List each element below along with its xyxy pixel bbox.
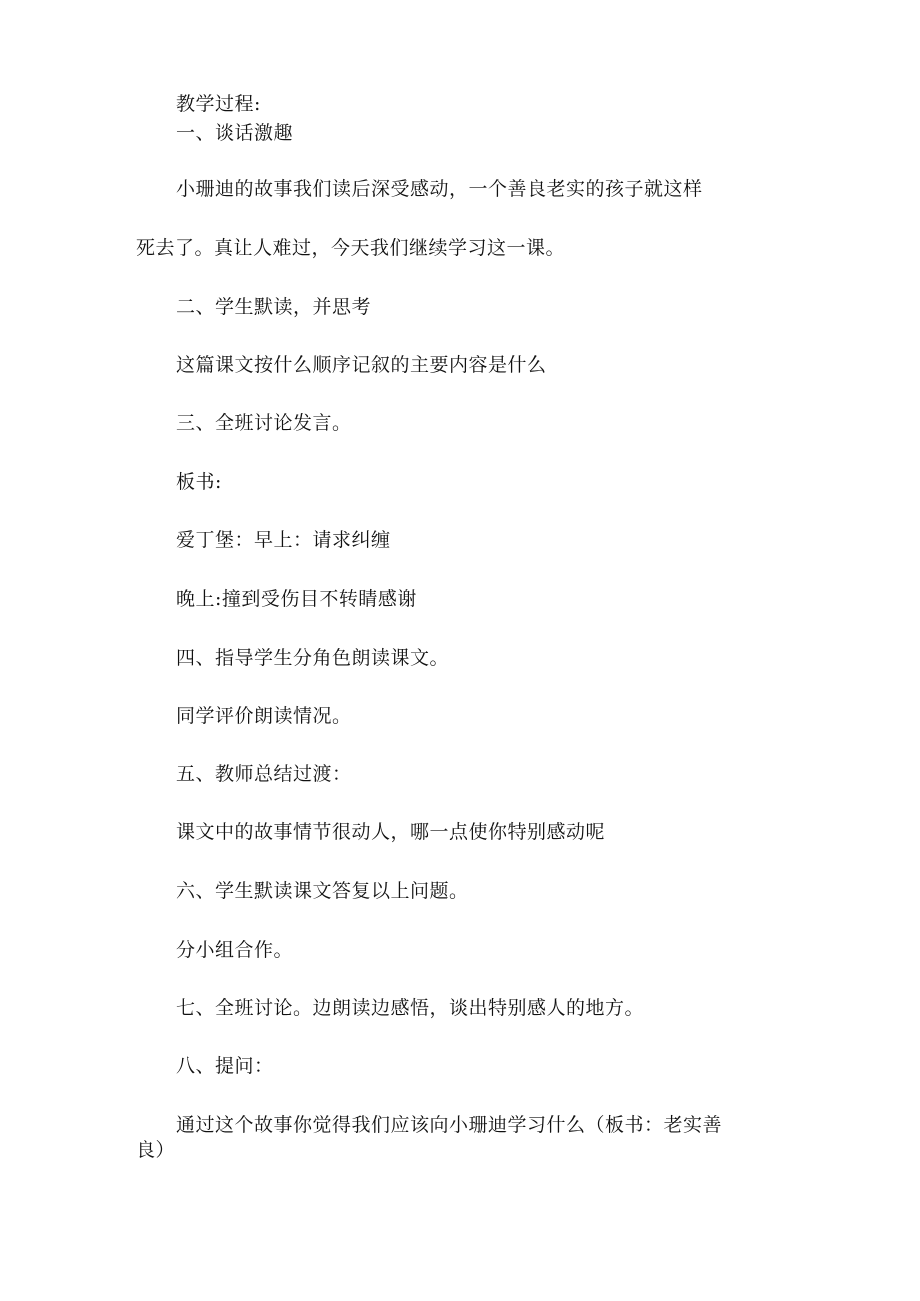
paragraph-line: 同学评价朗读情况。 (176, 705, 352, 727)
paragraph-line: 分小组合作。 (176, 939, 294, 961)
step-heading-2: 二、学生默读，并思考 (176, 296, 372, 318)
paragraph-line: 通过这个故事你觉得我们应该向小珊迪学习什么（板书：老实善 (176, 1114, 723, 1136)
paragraph-line: 小珊迪的故事我们读后深受感动，一个善良老实的孩子就这样 (176, 178, 703, 200)
step-heading-8: 八、提问： (176, 1055, 274, 1077)
paragraph-line-continued: 良） (136, 1139, 176, 1161)
blackboard-line: 爱丁堡：早上：请求纠缠 (176, 529, 391, 551)
step-heading-1: 一、谈话激趣 (176, 122, 294, 144)
blackboard-label: 板书: (176, 471, 222, 493)
step-heading-3: 三、全班讨论发言。 (176, 412, 352, 434)
section-heading-teaching-process: 教学过程: (176, 93, 261, 115)
paragraph-line: 课文中的故事情节很动人，哪一点使你特别感动呢 (176, 821, 606, 843)
step-heading-4: 四、指导学生分角色朗读课文。 (176, 647, 450, 669)
step-heading-5: 五、教师总结过渡： (176, 763, 352, 785)
blackboard-line: 晚上:撞到受伤目不转睛感谢 (176, 588, 417, 610)
paragraph-line: 这篇课文按什么顺序记叙的主要内容是什么 (176, 354, 547, 376)
step-heading-6: 六、学生默读课文答复以上问题。 (176, 880, 469, 902)
step-heading-7: 七、全班讨论。边朗读边感悟，谈出特别感人的地方。 (176, 997, 645, 1019)
paragraph-line-continued: 死去了。真让人难过，今天我们继续学习这一课。 (136, 237, 566, 259)
